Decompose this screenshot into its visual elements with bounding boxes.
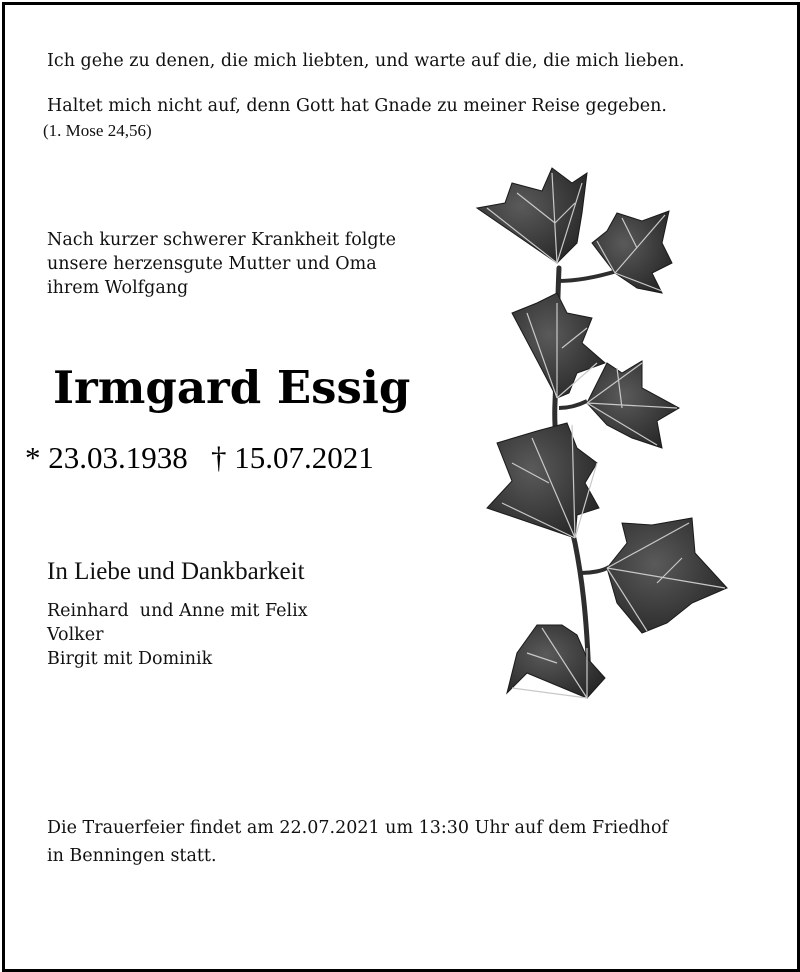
bible-reference: (1. Mose 24,56) — [43, 121, 152, 140]
motto-line-2: Haltet mich nicht auf, denn Gott hat Gnade zu meiner Reise gegeben. — [47, 96, 667, 116]
ivy-leaf — [507, 625, 605, 698]
ivy-leaf — [477, 168, 587, 263]
mourner-line-2: Volker — [47, 625, 104, 645]
funeral-notice — [47, 814, 668, 870]
funeral-line-2: in Benningen statt. — [47, 846, 217, 866]
ivy-branch-icon — [457, 163, 737, 728]
obituary-frame — [2, 2, 800, 972]
ivy-leaf — [587, 361, 679, 448]
ivy-leaf — [592, 211, 672, 293]
funeral-line-1: Die Trauerfeier findet am 22.07.2021 um 13:30 Uhr auf dem Friedhof — [47, 818, 668, 838]
deceased-name: Irmgard Essig — [53, 361, 411, 414]
ivy-leaf — [487, 423, 599, 538]
intro-line-1: Nach kurzer schwerer Krankheit folgte — [47, 230, 396, 250]
intro-line-3: ihrem Wolfgang — [47, 278, 189, 298]
mourner-line-1: Reinhard und Anne mit Felix — [47, 601, 308, 621]
closing-phrase: In Liebe und Dankbarkeit — [47, 558, 305, 585]
ivy-leaf — [607, 518, 727, 633]
intro-line-2: unsere herzensgute Mutter und Oma — [47, 254, 377, 274]
birth-date: * 23.03.1938 — [25, 440, 188, 475]
mourners-list — [47, 599, 308, 671]
mourner-line-3: Birgit mit Dominik — [47, 649, 213, 669]
ivy-leaf — [512, 293, 605, 398]
motto-line-1: Ich gehe zu denen, die mich liebten, und warte auf die, die mich lieben. — [47, 51, 685, 71]
death-date: † 15.07.2021 — [211, 440, 374, 475]
intro-text — [47, 228, 396, 300]
